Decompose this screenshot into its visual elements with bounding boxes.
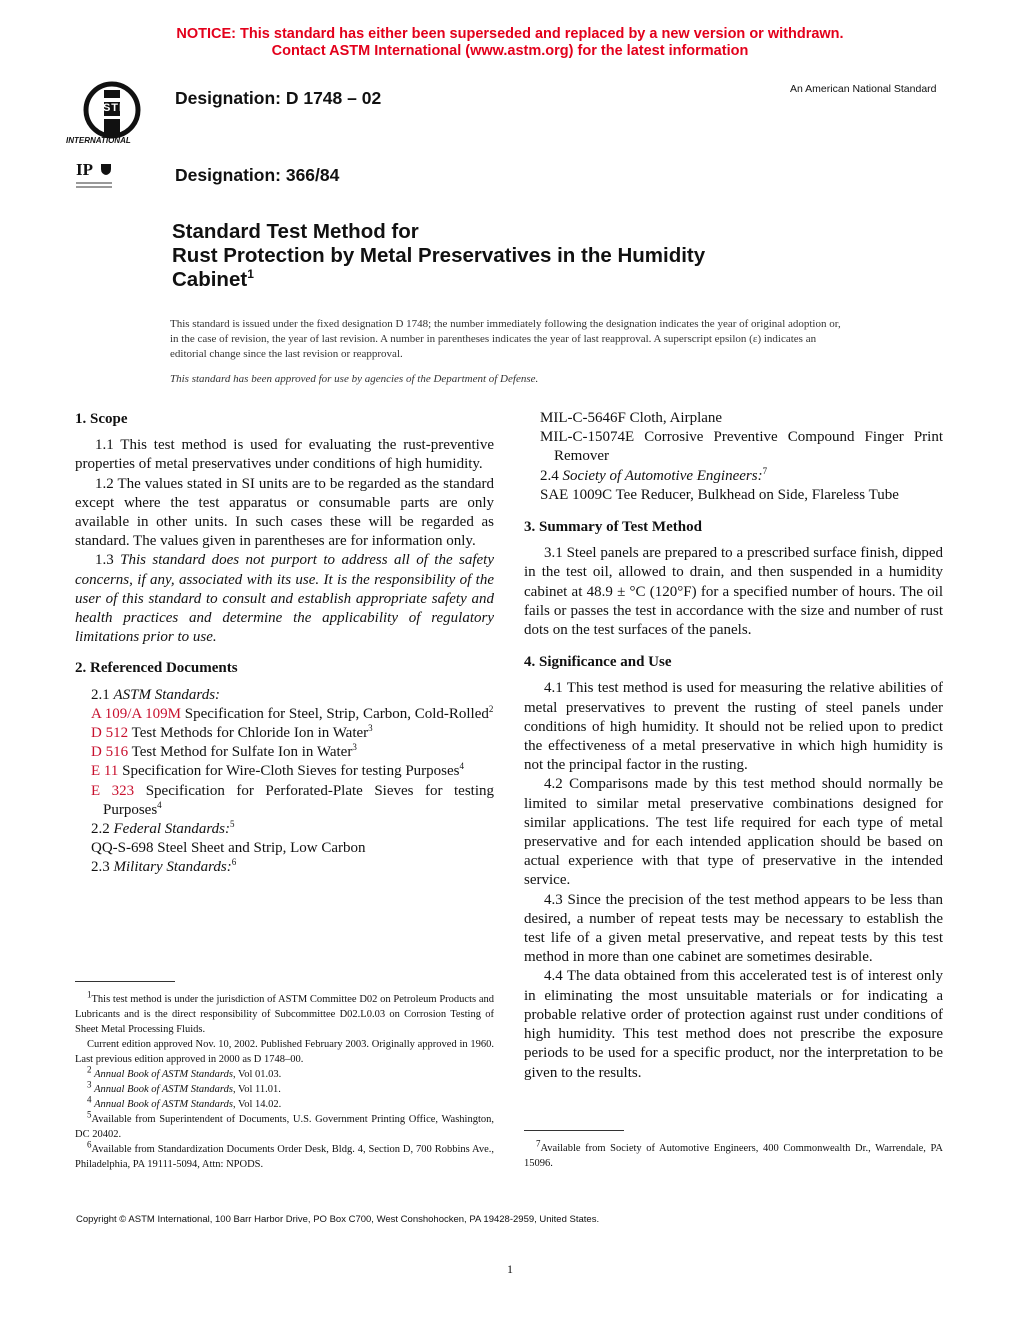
significance-4-3: 4.3 Since the precision of the test method appears to be less than desired, a number of repeat tests may be necessary to establish the test life of a given metal preservative, and repeat tests by this test method in more than one cabinet are sometimes desirable. (524, 891, 943, 966)
footnotes-right (524, 1138, 943, 1171)
footnote-3: $^3$ Annual Book of ASTM Standards, Vol 11.01. (87, 1079, 281, 1095)
astm-standards-label: 2.1 ASTM Standards: (91, 686, 221, 703)
notice-line-2: Contact ASTM International (www.astm.org) for the latest information (271, 43, 749, 59)
astm-logo-caption: INTERNATIONAL (66, 136, 131, 145)
american-national-standard: An American National Standard (790, 83, 937, 95)
footnote-1: $^1$This test method is under the jurisdiction of ASTM Committee D02 on Petroleum Products and Lubricants and is the direct responsibility of Subcommittee D02.L0.03 on Corrosion Testing of Sheet Metal Processing Fluids. (75, 989, 494, 1035)
astm-logo (66, 76, 162, 148)
reference-code-link[interactable]: E 11 (91, 763, 119, 780)
footnote-6: $^6$Available from Standardization Documents Order Desk, Bldg. 4, Section D, 700 Robbins Ave., Philadelphia, PA 19111-5094, Attn: NPODS. (75, 1139, 494, 1170)
issuance-statement: This standard is issued under the fixed designation D 1748; the number immediately following the designation indicates the year of original adoption or, in the case of revision, the year of last revision. A number in parentheses indicates the year of last reapproval. A superscript epsilon (ε) indicates an editorial change since the last revision or reapproval. (170, 318, 841, 360)
title-line-2: Rust Protection by Metal Preservatives in the Humidity (172, 244, 706, 267)
sae-standards-label: 2.4 Society of Automotive Engineers:$^7$ (540, 465, 768, 484)
designation-ip: Designation: 366/84 (175, 165, 340, 185)
scope-1-2: 1.2 The values stated in SI units are to be regarded as the standard except where the test apparatus or consumable parts are only available in other units. In such cases these will be regarded as standard. The values given in parentheses are for information only. (75, 475, 494, 550)
footnote-1b: Current edition approved Nov. 10, 2002. Published February 2003. Originally approved in 1960. Last previous edition approved in 2000 as D 1748–00. (75, 1039, 494, 1065)
left-column (75, 400, 494, 878)
title-line-3: Cabinet$^1$ (172, 267, 254, 291)
reference-d512: D 512 Test Methods for Chloride Ion in Water$^3$ (91, 723, 373, 742)
reference-code-link[interactable]: A 109/A 109M (91, 705, 182, 722)
title-footnote-mark: 1 (247, 267, 254, 282)
reference-e323: E 323 Specification for Perforated-Plate Sieves for testing Purposes$^4$ (91, 782, 494, 818)
designation-astm: Designation: D 1748 – 02 (175, 88, 382, 108)
footnotes-left (75, 989, 494, 1172)
summary-heading: 3. Summary of Test Method (524, 519, 702, 536)
reference-code-link[interactable]: D 516 (91, 744, 129, 761)
title-line-1: Standard Test Method for (172, 220, 419, 243)
footnote-4: $^4$ Annual Book of ASTM Standards, Vol 14.02. (87, 1094, 282, 1110)
right-column (524, 409, 943, 1083)
copyright-notice: Copyright © ASTM International, 100 Barr Harbor Drive, PO Box C700, West Conshohocken, PA 19428-2959, United States. (76, 1214, 600, 1225)
significance-4-4: 4.4 The data obtained from this accelerated test is of interest only in eliminating the most unsuitable materials or for indicating a probable relative order of protection against rust under conditions of high humidity. This test method does not prescribe the exposure periods to be used for a specific product, nor the interpretation to be given to the results. (524, 968, 943, 1081)
reference-a109: A 109/A 109M Specification for Steel, Strip, Carbon, Cold-Rolled$^2$ (91, 703, 494, 722)
referenced-documents-heading: 2. Referenced Documents (75, 660, 238, 677)
notice-line-1: NOTICE: This standard has either been superseded and replaced by a new version or withdrawn. (176, 26, 844, 42)
significance-4-1: 4.1 This test method is used for measuring the relative abilities of metal preservatives to prevent the rusting of steel panels under conditions of high humidity. It should not be relied upon to predict the effectiveness of a metal preservative in which high humidity is not the principal factor in the rusting. (524, 680, 943, 774)
reference-mil-c-15074e: MIL-C-15074E Corrosive Preventive Compound Finger Print Remover (540, 429, 943, 465)
scope-1-3: 1.3 This standard does not purport to address all of the safety concerns, if any, associated with its use. It is the responsibility of the user of this standard to consult and establish appropriate safety and health practices and determine the applicability of regulatory limitations prior to use. (75, 552, 495, 646)
footnote-rule-right (524, 1130, 624, 1131)
reference-d516: D 516 Test Method for Sulfate Ion in Water$^3$ (91, 742, 357, 761)
reference-sae-1009c: SAE 1009C Tee Reducer, Bulkhead on Side, Flareless Tube (540, 486, 899, 503)
shield-icon (100, 163, 112, 176)
ip-logo-mark: IP (76, 160, 93, 179)
footnote-rule-left (75, 981, 175, 982)
footnote-2: $^2$ Annual Book of ASTM Standards, Vol 01.03. (87, 1064, 282, 1080)
reference-mil-c-5646f: MIL-C-5646F Cloth, Airplane (540, 410, 723, 426)
page-number: 1 (507, 1262, 513, 1276)
footnote-5: $^5$Available from Superintendent of Documents, U.S. Government Printing Office, Washington, DC 20402. (75, 1109, 494, 1140)
summary-3-1: 3.1 Steel panels are prepared to a prescribed surface finish, dipped in the test oil, allowed to drain, and then suspended in a humidity cabinet at 48.9 ± °C (120°F) for a specified number of hours. The oil fails or passes the test in accordance with the size and number of rust dots on the test surfaces of the panels. (524, 545, 943, 639)
withdrawal-notice (0, 26, 1020, 60)
significance-4-2: 4.2 Comparisons made by this test method should normally be limited to similar metal preservative combinations designed for similar applications. The test life required for each type of metal preservative and for each intended application should be based on actual experience with that type of preservative in the intended service. (524, 776, 943, 889)
federal-standards-label: 2.2 Federal Standards:$^5$ (91, 819, 235, 838)
reference-code-link[interactable]: E 323 (91, 782, 135, 799)
significance-heading: 4. Significance and Use (524, 654, 672, 671)
scope-heading: 1. Scope (75, 411, 128, 427)
reference-qq-s-698: QQ-S-698 Steel Sheet and Strip, Low Carbon (91, 840, 366, 857)
reference-code-link[interactable]: D 512 (91, 725, 129, 742)
ip-logo (76, 160, 116, 194)
scope-1-1: 1.1 This test method is used for evaluating the rust-preventive properties of metal preservatives under conditions of high humidity. (75, 437, 494, 473)
document-title (172, 220, 852, 292)
reference-e11: E 11 Specification for Wire-Cloth Sieves for testing Purposes$^4$ (91, 761, 464, 780)
footnote-7: $^7$Available from Society of Automotive Engineers, 400 Commonwealth Dr., Warrendale, PA 15096. (524, 1138, 943, 1169)
dod-approval-statement: This standard has been approved for use by agencies of the Department of Defense. (170, 373, 539, 385)
military-standards-label: 2.3 Military Standards:$^6$ (91, 857, 237, 876)
astm-logo-mark: ASTM (94, 102, 130, 114)
